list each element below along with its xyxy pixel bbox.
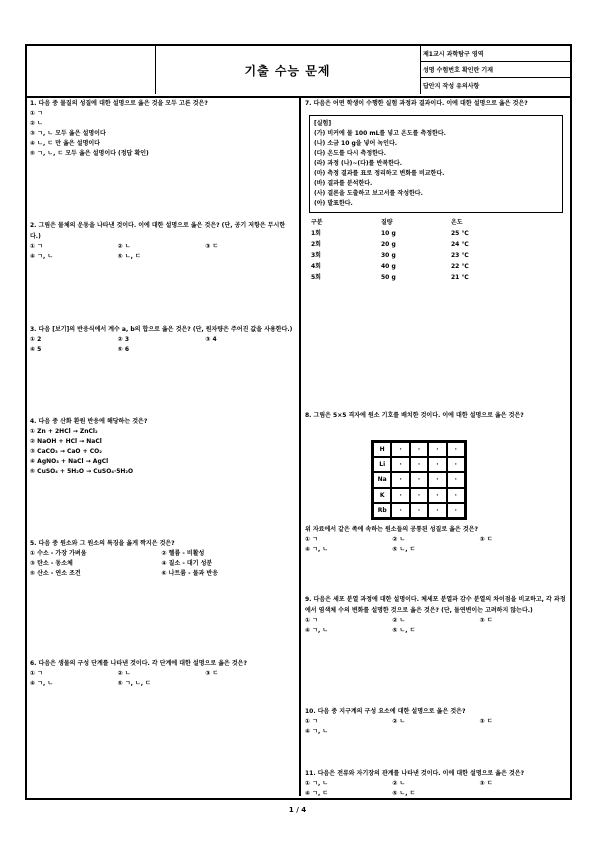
- table-header: 온도: [451, 219, 463, 226]
- option[interactable]: ④ ㄱ, ㄷ: [305, 790, 329, 797]
- table-cell: 1회: [311, 230, 321, 237]
- option[interactable]: ① ㄱ: [305, 617, 318, 624]
- grid-cell: ·: [428, 457, 446, 472]
- grid-cell: ·: [428, 472, 446, 487]
- question-text: 9. 다음은 세포 분열 과정에 대한 설명이다. 체세포 분열과 감수 분열의 차이점을 비교하고, 각 과정에서 염색체 수의 변화를 설명한 것으로 옳은 것은? (단, 돌연변이는 고려하지 않는다.): [305, 596, 566, 614]
- option[interactable]: ③ ㄷ: [205, 243, 219, 250]
- option[interactable]: ⑤ CuSO₄ + 5H₂O → CuSO₄·5H₂O: [30, 468, 134, 475]
- option[interactable]: ⑥ 나트륨 - 물과 반응: [161, 570, 218, 577]
- grid-cell: ·: [410, 472, 428, 487]
- question-text: 3. 다음 [보기]의 반응식에서 계수 a, b의 합으로 옳은 것은? (단, 원자량은 주어진 값을 사용한다.): [30, 326, 293, 333]
- option[interactable]: ③ 4: [205, 336, 217, 343]
- option[interactable]: ④ ㄱ, ㄴ: [305, 546, 329, 553]
- question-text: 4. 다음 중 산화 환원 반응에 해당하는 것은?: [30, 418, 148, 425]
- option[interactable]: ① ㄱ: [30, 243, 43, 250]
- grid-cell: ·: [410, 457, 428, 472]
- option[interactable]: ② ㄴ: [392, 780, 406, 787]
- option[interactable]: ④ 5: [30, 346, 42, 353]
- question-9: [305, 594, 567, 636]
- table-header: 질량: [381, 219, 393, 226]
- grid-cell: ·: [391, 503, 409, 518]
- option[interactable]: ③ 탄소 - 동소체: [30, 560, 73, 567]
- question-8: [305, 410, 567, 421]
- grid-cell: ·: [447, 488, 465, 503]
- grid-row-label: Rb: [373, 503, 391, 518]
- grid-row-label: Na: [373, 472, 391, 487]
- page-frame: [25, 44, 572, 800]
- page-number: 1 / 4: [288, 806, 307, 814]
- table-cell: 23 ℃: [451, 252, 469, 259]
- option[interactable]: ② ㄴ: [117, 670, 131, 677]
- option[interactable]: ④ ㄱ, ㄴ: [30, 253, 54, 260]
- question-text: 10. 다음 중 지구계의 구성 요소에 대한 설명으로 옳은 것은?: [305, 708, 466, 715]
- element-grid-figure: [371, 440, 467, 520]
- option[interactable]: ⑤ ㄴ, ㄷ: [392, 546, 416, 553]
- grid-cell: ·: [391, 488, 409, 503]
- box-line: (바) 결과를 분석한다.: [314, 180, 373, 187]
- option[interactable]: ② 헬륨 - 비활성: [161, 550, 205, 557]
- option[interactable]: ④ 질소 - 대기 성분: [161, 560, 213, 567]
- option[interactable]: ① ㄱ: [30, 110, 43, 117]
- header-info-row: 답안지 작성 유의사항: [423, 83, 480, 90]
- box-line: (가) 비커에 물 100 mL를 넣고 온도를 측정한다.: [314, 130, 446, 137]
- option[interactable]: ① ㄱ: [305, 536, 318, 543]
- table-header: 구분: [311, 219, 323, 226]
- table-cell: 2회: [311, 241, 321, 248]
- option[interactable]: ① ㄱ: [305, 718, 318, 725]
- table-cell: 21 ℃: [451, 274, 469, 281]
- box-line: (라) 과정 (나)~(다)를 반복한다.: [314, 160, 402, 167]
- option[interactable]: ③ ㄷ: [479, 617, 493, 624]
- option[interactable]: ⑤ ㄱ, ㄴ, ㄷ: [117, 680, 151, 687]
- question-text: 7. 다음은 어떤 학생이 수행한 실험 과정과 결과이다. 이에 대한 설명으로 옳은 것은?: [305, 100, 528, 107]
- question-8-after: [305, 524, 567, 555]
- option[interactable]: ③ CaCO₃ → CaO + CO₂: [30, 448, 102, 455]
- question-7: [305, 98, 567, 283]
- grid-cell: ·: [428, 503, 446, 518]
- table-cell: 10 g: [381, 230, 396, 237]
- question-text: 6. 다음은 생물의 구성 단계를 나타낸 것이다. 각 단계에 대한 설명으로 옳은 것은?: [30, 660, 247, 667]
- table-cell: 30 g: [381, 252, 396, 259]
- option[interactable]: ② ㄴ: [392, 617, 406, 624]
- option[interactable]: ② ㄴ: [392, 718, 406, 725]
- question-3: [30, 324, 293, 355]
- question-10: [305, 706, 567, 737]
- table-cell: 40 g: [381, 263, 396, 270]
- question-11: [305, 768, 567, 799]
- option[interactable]: ④ ㄱ, ㄴ: [305, 728, 329, 735]
- box-line: (다) 온도를 다시 측정한다.: [314, 150, 386, 157]
- table-cell: 3회: [311, 252, 321, 259]
- grid-cell: ·: [428, 488, 446, 503]
- question-1: [30, 98, 293, 159]
- option[interactable]: ① ㄱ, ㄴ: [305, 780, 329, 787]
- header-info-row: 성명 수험번호 확인란 기재: [420, 62, 570, 78]
- table-cell: 4회: [311, 263, 321, 270]
- option[interactable]: ① ㄱ: [30, 670, 43, 677]
- option[interactable]: ④ ㄱ, ㄴ: [305, 627, 329, 634]
- question-text: 2. 그림은 물체의 운동을 나타낸 것이다. 이에 대한 설명으로 옳은 것은? (단, 공기 저항은 무시한다.): [30, 222, 286, 240]
- option[interactable]: ④ ㄴ, ㄷ 만 옳은 설명이다: [30, 140, 100, 147]
- option[interactable]: ⑤ ㄴ, ㄷ: [392, 627, 416, 634]
- option[interactable]: ③ ㄷ: [479, 780, 493, 787]
- grid-row-label: H: [373, 442, 391, 457]
- header-left-box: [27, 46, 156, 94]
- option[interactable]: ⑤ 산소 - 연소 조건: [30, 570, 81, 577]
- column-divider: [299, 96, 302, 796]
- experiment-box: [309, 115, 563, 213]
- question-text: 11. 다음은 전류와 자기장의 관계를 나타낸 것이다. 이에 대한 설명으로 옳은 것은?: [305, 770, 525, 777]
- grid-row-label: Li: [373, 457, 391, 472]
- box-line: (마) 측정 결과를 표로 정리하고 변화를 비교한다.: [314, 170, 445, 177]
- grid-cell: ·: [447, 472, 465, 487]
- header-info-row: 제1교시 과학탐구 영역: [420, 46, 570, 62]
- table-cell: 22 ℃: [451, 263, 469, 270]
- option[interactable]: ② NaOH + HCl → NaCl: [30, 438, 102, 445]
- option[interactable]: ③ ㄱ, ㄴ 모두 옳은 설명이다: [30, 130, 106, 137]
- box-line: (나) 소금 10 g을 넣어 녹인다.: [314, 140, 398, 147]
- grid-cell: ·: [447, 457, 465, 472]
- question-6: [30, 658, 293, 689]
- grid-row-label: K: [373, 488, 391, 503]
- box-line: (아) 발표한다.: [314, 200, 353, 207]
- option[interactable]: ③ ㄷ: [479, 536, 493, 543]
- option[interactable]: ② ㄴ: [117, 243, 131, 250]
- table-cell: 5회: [311, 274, 321, 281]
- grid-cell: ·: [447, 503, 465, 518]
- question-2: [30, 220, 293, 262]
- option[interactable]: ⑤ ㄱ, ㄴ, ㄷ 모두 옳은 설명이다 (정답 확인): [30, 150, 149, 157]
- grid-cell: ·: [391, 457, 409, 472]
- grid-cell: ·: [410, 503, 428, 518]
- table-cell: 25 ℃: [451, 230, 469, 237]
- question-5: [30, 538, 293, 579]
- box-title: [실험]: [314, 120, 332, 127]
- option[interactable]: ⑤ ㄴ, ㄷ: [117, 253, 141, 260]
- question-text: 1. 다음 중 물질의 성질에 대한 설명으로 옳은 것을 모두 고른 것은?: [30, 100, 208, 107]
- exam-header: [27, 46, 570, 98]
- option[interactable]: ① Zn + 2HCl → ZnCl₂: [30, 428, 98, 435]
- grid-cell: ·: [391, 472, 409, 487]
- question-text: 8. 그림은 5×5 격자에 원소 기호를 배치한 것이다. 이에 대한 설명으로 옳은 것은?: [305, 412, 524, 419]
- option[interactable]: ④ AgNO₃ + NaCl → AgCl: [30, 458, 109, 465]
- option[interactable]: ⑤ ㄴ, ㄷ: [392, 790, 416, 797]
- option[interactable]: ⑤ 6: [117, 346, 129, 353]
- question-text: 위 자료에서 같은 족에 속하는 원소들의 공통된 성질로 옳은 것은?: [305, 526, 478, 533]
- exam-title: 기출 수능 문제: [155, 46, 421, 94]
- table-cell: 50 g: [381, 274, 396, 281]
- option[interactable]: ① 2: [30, 336, 42, 343]
- question-4: [30, 416, 293, 477]
- grid-cell: ·: [391, 442, 409, 457]
- header-info-box: [420, 46, 570, 94]
- grid-cell: ·: [428, 442, 446, 457]
- option[interactable]: ① 수소 - 가장 가벼움: [30, 550, 87, 557]
- option[interactable]: ② ㄴ: [30, 120, 43, 127]
- option[interactable]: ③ ㄷ: [479, 718, 493, 725]
- option[interactable]: ② 3: [117, 336, 129, 343]
- option[interactable]: ③ ㄷ: [205, 670, 219, 677]
- question-text: 5. 다음 중 원소와 그 원소의 특징을 옳게 짝지은 것은?: [30, 540, 175, 547]
- grid-cell: ·: [410, 488, 428, 503]
- result-table: [311, 217, 567, 283]
- table-cell: 20 g: [381, 241, 396, 248]
- box-line: (사) 결론을 도출하고 보고서를 작성한다.: [314, 190, 423, 197]
- grid-cell: ·: [410, 442, 428, 457]
- grid-cell: ·: [447, 442, 465, 457]
- option[interactable]: ② ㄴ: [392, 536, 406, 543]
- table-cell: 24 ℃: [451, 241, 469, 248]
- option[interactable]: ④ ㄱ, ㄴ: [30, 680, 54, 687]
